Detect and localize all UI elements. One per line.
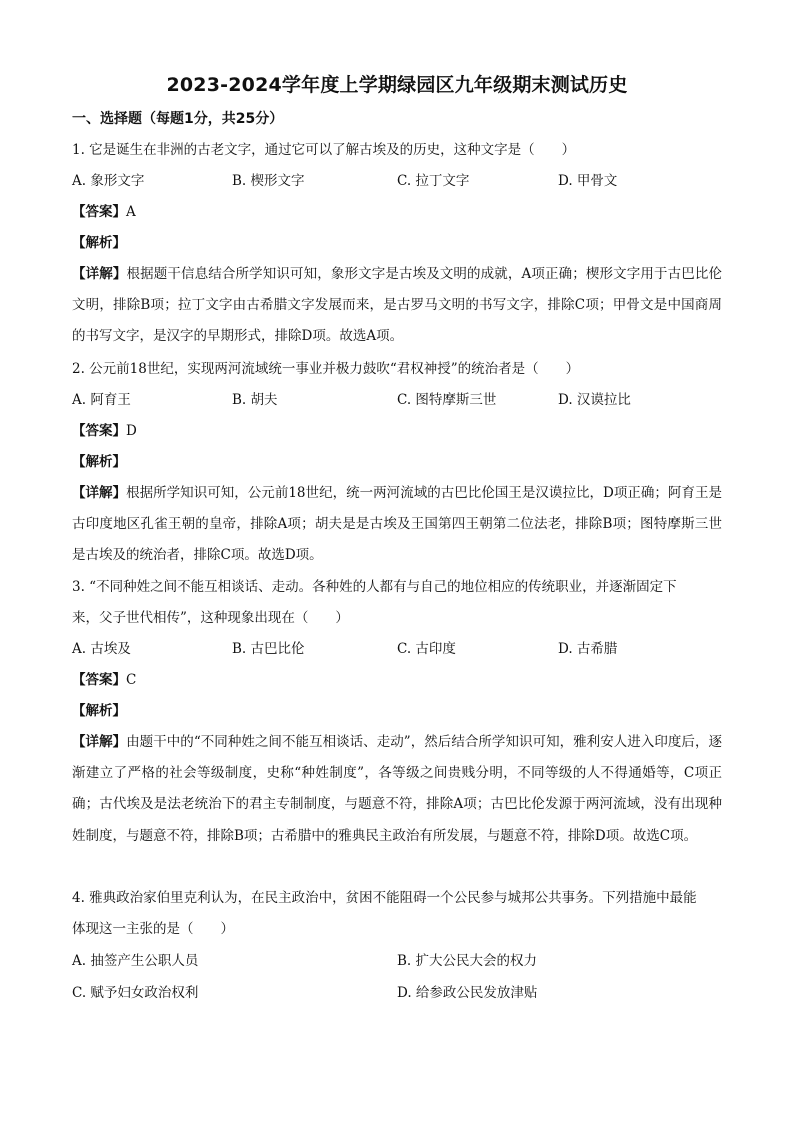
analysis-line bbox=[72, 453, 126, 471]
option-d: D. 古希腊 bbox=[558, 641, 618, 657]
answer-line bbox=[72, 203, 136, 221]
analysis-line bbox=[72, 234, 126, 252]
question-stem-line-1: 4. 雅典政治家伯里克利认为，在民主政治中，贫困不能阻碍一个公民参与城邦公共事务。下列措施中最能 bbox=[72, 890, 697, 906]
question-stem: 2. 公元前18世纪，实现两河流域统一事业并极力鼓吹“君权神授”的统治者是（ ） bbox=[72, 361, 580, 377]
option-a: A. 抽签产生公职人员 bbox=[72, 953, 199, 969]
answer-tag: 【答案】 bbox=[72, 423, 126, 439]
option-c: C. 拉丁文字 bbox=[397, 173, 470, 189]
option-c: C. 古印度 bbox=[397, 641, 456, 657]
answer-value: A bbox=[126, 204, 136, 220]
option-a: A. 象形文字 bbox=[72, 173, 145, 189]
detail-text: 根据所学知识可知，公元前18世纪，统一两河流域的古巴比伦国王是汉谟拉比，D项正确；阿育王是古印度地区孔雀王朝的皇帝，排除A项；胡夫是是古埃及王国第四王朝第二位法老，排除B项；图特摩斯三世是古埃及的统治者，排除C项。故选D项。 bbox=[72, 485, 722, 564]
answer-tag: 【答案】 bbox=[72, 672, 126, 688]
option-c: C. 赋予妇女政治权利 bbox=[72, 985, 199, 1001]
option-b: B. 扩大公民大会的权力 bbox=[397, 953, 538, 969]
option-a: A. 阿育王 bbox=[72, 392, 131, 408]
analysis-tag: 【解析】 bbox=[72, 235, 126, 251]
answer-line bbox=[72, 671, 136, 689]
detail-tag: 【详解】 bbox=[72, 266, 127, 282]
option-d: D. 甲骨文 bbox=[558, 173, 618, 189]
option-b: B. 古巴比伦 bbox=[232, 641, 305, 657]
analysis-tag: 【解析】 bbox=[72, 454, 126, 470]
detail-paragraph bbox=[72, 259, 722, 353]
option-b: B. 胡夫 bbox=[232, 392, 278, 408]
option-c: C. 图特摩斯三世 bbox=[397, 392, 497, 408]
answer-line bbox=[72, 422, 137, 440]
detail-tag: 【详解】 bbox=[72, 485, 127, 501]
analysis-line bbox=[72, 702, 126, 720]
page-title: 2023-2024学年度上学期绿园区九年级期末测试历史 bbox=[166, 74, 628, 96]
question-stem-line-2: 来，父子世代相传”，这种现象出现在（ ） bbox=[72, 610, 349, 626]
detail-text: 由题干中的“不同种姓之间不能互相谈话、走动”，然后结合所学知识可知，雅利安人进入印度后，逐渐建立了严格的社会等级制度，史称“种姓制度”，各等级之间贵贱分明，不同等级的人不得通婚等，C项正确；古代埃及是法老统治下的君主专制制度，与题意不符，排除A项；古巴比伦发源于两河流域，没有出现种姓制度，与题意不符，排除B项；古希腊中的雅典民主政治有所发展，与题意不符，排除D项。故选C项。 bbox=[72, 734, 722, 844]
section-heading: 一、选择题（每题1分，共25分） bbox=[72, 111, 284, 127]
question-stem: 1. 它是诞生在非洲的古老文字，通过它可以了解古埃及的历史，这种文字是（ ） bbox=[72, 142, 576, 158]
detail-paragraph bbox=[72, 727, 722, 852]
answer-value: C bbox=[126, 672, 137, 688]
detail-text: 根据题干信息结合所学知识可知，象形文字是古埃及文明的成就，A项正确；楔形文字用于古巴比伦文明，排除B项；拉丁文字由古希腊文字发展而来，是古罗马文明的书写文字，排除C项；甲骨文是中国商周的书写文字，是汉字的早期形式，排除D项。故选A项。 bbox=[72, 266, 723, 345]
answer-value: D bbox=[126, 423, 137, 439]
detail-paragraph bbox=[72, 478, 722, 572]
question-stem-line-1: 3. “不同种姓之间不能互相谈话、走动。各种姓的人都有与自己的地位相应的传统职业，并逐渐固定下 bbox=[72, 579, 677, 595]
option-b: B. 楔形文字 bbox=[232, 173, 305, 189]
analysis-tag: 【解析】 bbox=[72, 703, 126, 719]
detail-tag: 【详解】 bbox=[72, 734, 127, 750]
option-d: D. 给参政公民发放津贴 bbox=[397, 985, 538, 1001]
question-stem-line-2: 体现这一主张的是（ ） bbox=[72, 921, 234, 937]
option-d: D. 汉谟拉比 bbox=[558, 392, 631, 408]
option-a: A. 古埃及 bbox=[72, 641, 131, 657]
answer-tag: 【答案】 bbox=[72, 204, 126, 220]
